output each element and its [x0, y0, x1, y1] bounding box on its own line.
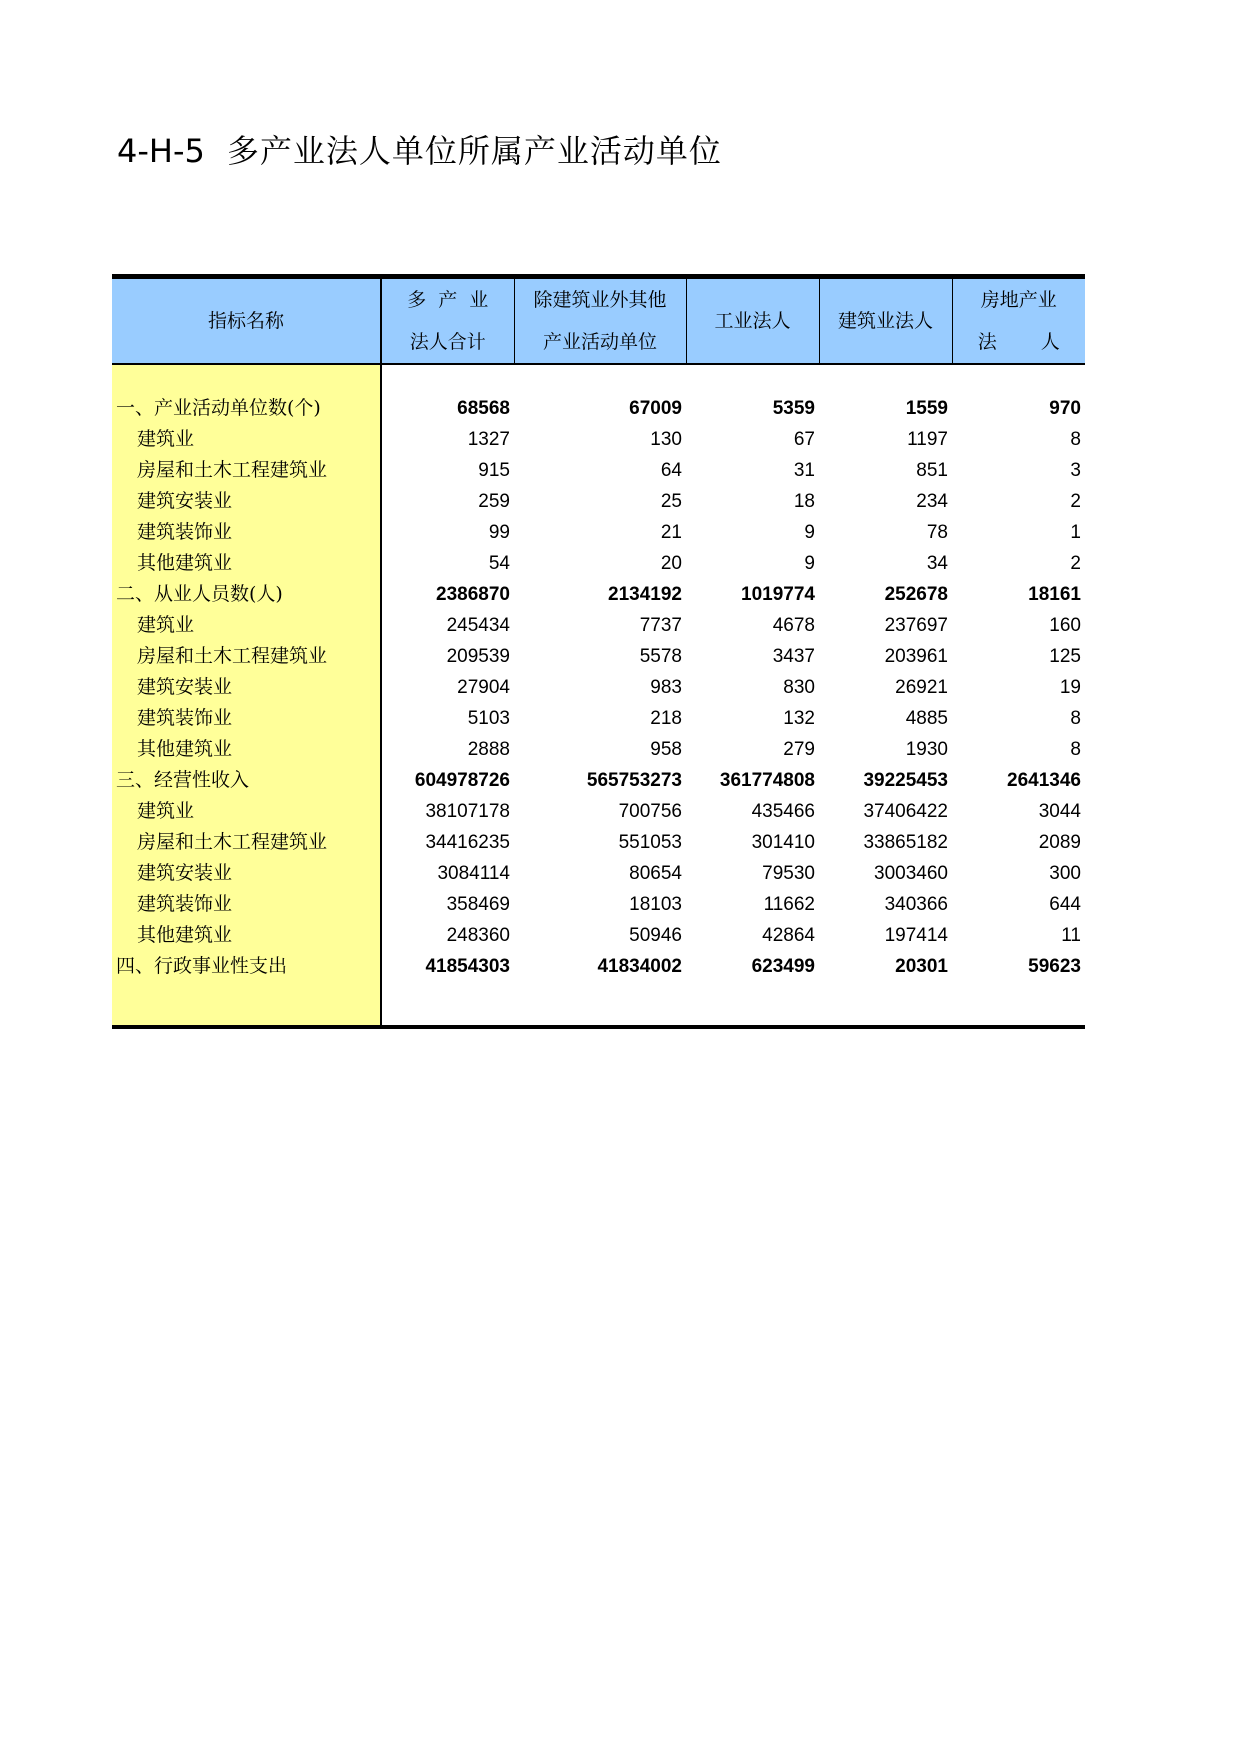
value-cell: 1559: [905, 398, 948, 419]
header-other-activity-units: [514, 277, 686, 365]
value-cell: 2: [1070, 491, 1081, 512]
header-text-line2: 产业活动单位: [542, 331, 657, 353]
value-cell: 248360: [446, 925, 510, 946]
value-cell: [952, 364, 1085, 393]
value-cell: 18: [793, 491, 815, 512]
value-cell: [952, 982, 1085, 1027]
header-multi-industry-total: [381, 277, 514, 365]
value-cell: 245434: [446, 615, 510, 636]
row-label: 建筑装饰业: [112, 517, 381, 548]
row-label: 房屋和土木工程建筑业: [112, 455, 381, 486]
value-cell: 41834002: [597, 956, 682, 977]
value-cell: 644: [1049, 894, 1081, 915]
table-row: [112, 672, 1085, 703]
row-label: 建筑装饰业: [112, 889, 381, 920]
value-cell: 4678: [772, 615, 815, 636]
value-cell: 915: [478, 460, 510, 481]
value-cell: [514, 364, 686, 393]
value-cell: 435466: [751, 801, 815, 822]
value-cell: 54: [488, 553, 510, 574]
value-cell: 234: [916, 491, 948, 512]
value-cell: 33865182: [863, 832, 948, 853]
value-cell: 38107178: [425, 801, 510, 822]
value-cell: 301410: [751, 832, 815, 853]
value-cell: 237697: [884, 615, 948, 636]
row-label: 一、产业活动单位数(个): [112, 393, 381, 424]
row-label: 其他建筑业: [112, 734, 381, 765]
header-text: 工业法人: [714, 310, 791, 332]
statistics-table: [112, 274, 1104, 1029]
table-row: [112, 765, 1085, 796]
row-label: 建筑装饰业: [112, 703, 381, 734]
table-row: [112, 734, 1085, 765]
spacer-row: [112, 982, 1085, 1027]
value-cell: 80654: [629, 863, 682, 884]
value-cell: 203961: [884, 646, 948, 667]
value-cell: 8: [1070, 739, 1081, 760]
value-cell: 34416235: [425, 832, 510, 853]
header-text-line1: 除建筑业外其他: [533, 289, 667, 311]
table-row: [112, 517, 1085, 548]
table-row: [112, 455, 1085, 486]
table-row: [112, 641, 1085, 672]
value-cell: 4885: [905, 708, 948, 729]
label-cell: [112, 364, 381, 393]
value-cell: 64: [660, 460, 682, 481]
row-label: 其他建筑业: [112, 920, 381, 951]
value-cell: 1930: [905, 739, 948, 760]
label-cell: [112, 982, 381, 1027]
value-cell: 18103: [629, 894, 682, 915]
header-industrial-legal-entity: [686, 277, 819, 365]
value-cell: 358469: [446, 894, 510, 915]
table-code: 4-H-5: [117, 132, 205, 170]
value-cell: 1019774: [741, 584, 815, 605]
value-cell: 27904: [457, 677, 510, 698]
value-cell: 830: [783, 677, 815, 698]
value-cell: 41854303: [425, 956, 510, 977]
header-text-line2: 法人: [977, 331, 1104, 353]
value-cell: 218: [650, 708, 682, 729]
value-cell: 209539: [446, 646, 510, 667]
value-cell: 67: [793, 429, 815, 450]
value-cell: 565753273: [586, 770, 682, 791]
value-cell: 252678: [884, 584, 948, 605]
value-cell: 3003460: [874, 863, 948, 884]
value-cell: 623499: [751, 956, 815, 977]
page-title: [117, 131, 722, 171]
table-row: [112, 610, 1085, 641]
value-cell: 67009: [629, 398, 682, 419]
value-cell: [686, 364, 819, 393]
row-label: 其他建筑业: [112, 548, 381, 579]
value-cell: 9: [804, 522, 815, 543]
value-cell: 130: [650, 429, 682, 450]
value-cell: 300: [1049, 863, 1081, 884]
value-cell: 160: [1049, 615, 1081, 636]
value-cell: 2134192: [608, 584, 682, 605]
value-cell: 11662: [763, 894, 815, 915]
header-text-line2: 法人合计: [409, 331, 486, 353]
table-body: [112, 364, 1085, 1027]
value-cell: 42864: [762, 925, 815, 946]
table-row: [112, 424, 1085, 455]
row-label: 房屋和土木工程建筑业: [112, 827, 381, 858]
table-row: [112, 486, 1085, 517]
row-label: 四、行政事业性支出: [112, 951, 381, 982]
value-cell: 9: [804, 553, 815, 574]
value-cell: 31: [793, 460, 815, 481]
value-cell: 2386870: [436, 584, 510, 605]
value-cell: 2888: [467, 739, 510, 760]
value-cell: 18161: [1028, 584, 1081, 605]
row-label: 建筑业: [112, 610, 381, 641]
row-label: 建筑安装业: [112, 858, 381, 889]
value-cell: 1327: [467, 429, 510, 450]
value-cell: 983: [650, 677, 682, 698]
value-cell: 197414: [884, 925, 948, 946]
value-cell: 68568: [457, 398, 510, 419]
value-cell: 259: [478, 491, 510, 512]
value-cell: 20301: [895, 956, 948, 977]
value-cell: 1197: [907, 429, 948, 450]
value-cell: 79530: [762, 863, 815, 884]
value-cell: 8: [1070, 429, 1081, 450]
value-cell: 340366: [884, 894, 948, 915]
value-cell: 2641346: [1007, 770, 1081, 791]
value-cell: 25: [660, 491, 682, 512]
statistics-table-container: [112, 274, 1104, 1029]
value-cell: 132: [783, 708, 815, 729]
value-cell: 7737: [639, 615, 682, 636]
table-row: [112, 951, 1085, 982]
value-cell: 26921: [895, 677, 948, 698]
value-cell: 5578: [639, 646, 682, 667]
row-label: 建筑业: [112, 796, 381, 827]
header-construction-legal-entity: [819, 277, 952, 365]
value-cell: 2: [1070, 553, 1081, 574]
value-cell: 851: [916, 460, 948, 481]
table-row: [112, 920, 1085, 951]
value-cell: 34: [926, 553, 948, 574]
table-row: [112, 796, 1085, 827]
row-label: 建筑安装业: [112, 672, 381, 703]
value-cell: [381, 982, 514, 1027]
value-cell: 700756: [618, 801, 682, 822]
value-cell: 20: [660, 553, 682, 574]
row-label: 建筑业: [112, 424, 381, 455]
value-cell: 5103: [467, 708, 510, 729]
value-cell: 19: [1059, 677, 1081, 698]
row-label: 建筑安装业: [112, 486, 381, 517]
value-cell: 8: [1070, 708, 1081, 729]
table-row: [112, 579, 1085, 610]
value-cell: 50946: [629, 925, 682, 946]
value-cell: 21: [660, 522, 682, 543]
value-cell: 3: [1070, 460, 1081, 481]
table-row: [112, 703, 1085, 734]
value-cell: 78: [926, 522, 948, 543]
value-cell: 3437: [772, 646, 815, 667]
table-title: 多产业法人单位所属产业活动单位: [226, 132, 722, 170]
table-row: [112, 889, 1085, 920]
table-row: [112, 548, 1085, 579]
value-cell: 970: [1049, 398, 1081, 419]
row-label: 三、经营性收入: [112, 765, 381, 796]
value-cell: [686, 982, 819, 1027]
value-cell: 37406422: [863, 801, 948, 822]
table-row: [112, 393, 1085, 424]
value-cell: 99: [488, 522, 510, 543]
value-cell: 5359: [772, 398, 815, 419]
value-cell: 604978726: [414, 770, 510, 791]
header-indicator-name: [112, 277, 381, 365]
value-cell: 39225453: [863, 770, 948, 791]
header-text-line1: 多产业: [407, 289, 501, 311]
table-row: [112, 827, 1085, 858]
value-cell: [514, 982, 686, 1027]
value-cell: [381, 364, 514, 393]
value-cell: 59623: [1028, 956, 1081, 977]
value-cell: 551053: [618, 832, 682, 853]
value-cell: [819, 982, 952, 1027]
value-cell: 125: [1049, 646, 1081, 667]
value-cell: 3044: [1038, 801, 1081, 822]
row-label: 房屋和土木工程建筑业: [112, 641, 381, 672]
value-cell: 361774808: [719, 770, 815, 791]
header-real-estate-legal-entity: [952, 277, 1104, 365]
header-text: 指标名称: [207, 310, 284, 332]
value-cell: 11: [1061, 925, 1081, 946]
header-text: 建筑业法人: [837, 310, 933, 332]
row-label: 二、从业人员数(人): [112, 579, 381, 610]
value-cell: [819, 364, 952, 393]
spacer-row: [112, 364, 1085, 393]
header-row: [112, 277, 1085, 365]
value-cell: 279: [783, 739, 815, 760]
table-row: [112, 858, 1085, 889]
value-cell: 958: [650, 739, 682, 760]
header-text-line1: 房地产业: [980, 289, 1057, 311]
value-cell: 2089: [1038, 832, 1081, 853]
value-cell: 1: [1070, 522, 1081, 543]
value-cell: 3084114: [437, 863, 510, 884]
